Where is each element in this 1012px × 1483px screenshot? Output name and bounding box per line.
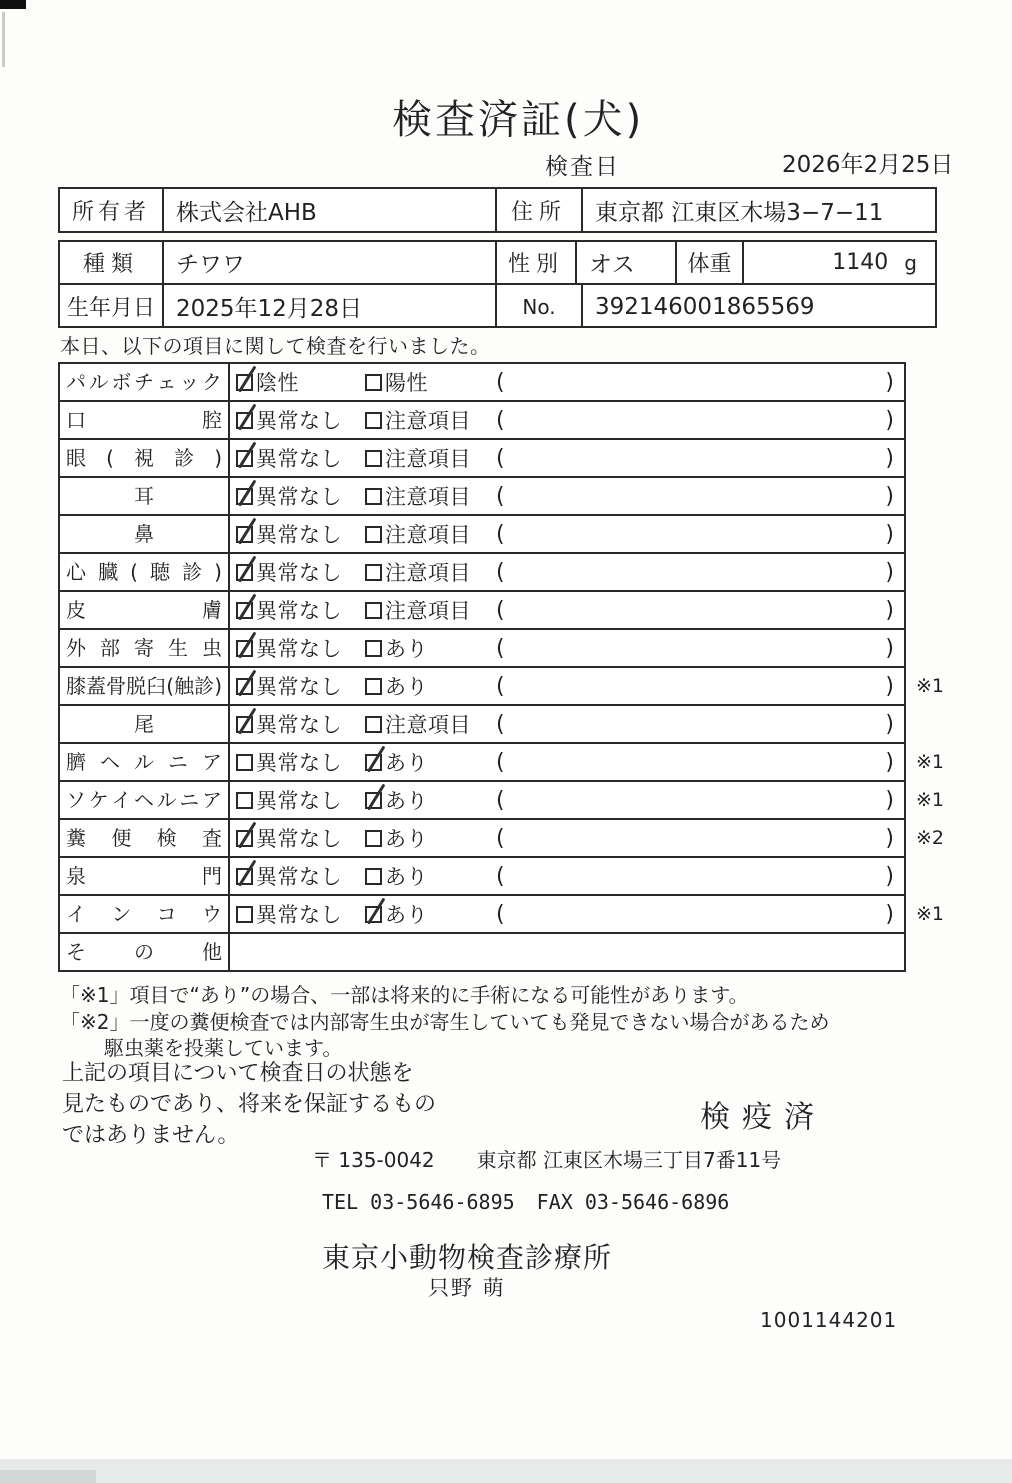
owner-value: 株式会社AHB: [164, 189, 497, 231]
row-note: ※1: [916, 675, 945, 697]
checkbox-present[interactable]: [365, 830, 382, 847]
checkbox-normal[interactable]: [236, 412, 253, 429]
checkbox-label: 異常なし: [256, 409, 342, 433]
checkbox-caution[interactable]: [365, 412, 382, 429]
row-label: 尾: [134, 712, 154, 736]
footnote-2: 「※2」一度の糞便検査では内部寄生虫が寄生していても発見できない場合があるため: [60, 1010, 830, 1034]
weight-label: 体重: [677, 242, 744, 283]
checkbox-label: 異常なし: [256, 599, 342, 623]
serial-number: 1001144201: [760, 1308, 898, 1332]
checkbox-normal[interactable]: [236, 906, 253, 923]
row-label: 泉 門: [66, 864, 222, 888]
clinic-phone-line: [322, 1190, 729, 1214]
checklist-table: [58, 362, 945, 972]
paren-open: (: [496, 711, 505, 737]
weight-unit: g: [904, 250, 917, 275]
row-note: ※1: [916, 789, 945, 811]
disclaimer-line: ではありません。: [62, 1123, 240, 1148]
checkbox-caution[interactable]: [365, 716, 382, 733]
checkbox-normal[interactable]: [236, 564, 253, 581]
checkbox-label: 陽性: [385, 371, 428, 395]
row-note: ※1: [916, 903, 945, 925]
sex-value: オス: [577, 242, 677, 283]
inspection-date-value: 2026年2月25日: [782, 152, 954, 178]
paren-open: (: [496, 901, 505, 927]
row-fecal-exam: [60, 820, 945, 858]
checkbox-label: あり: [385, 827, 428, 851]
checkbox-normal[interactable]: [236, 754, 253, 771]
checkbox-label: 異常なし: [256, 447, 342, 471]
paren-open: (: [496, 597, 505, 623]
breed-value: チワワ: [164, 242, 497, 283]
page-title: 検査済証(犬): [392, 97, 645, 143]
paren-open: (: [496, 749, 505, 775]
row-label: 臍 ヘ ル ニ ア: [66, 750, 222, 774]
checkbox-normal[interactable]: [236, 526, 253, 543]
checkbox-present[interactable]: [365, 754, 382, 771]
row-ectoparasite: [60, 630, 904, 668]
paren-open: (: [496, 673, 505, 699]
row-umbilical-hernia: [60, 744, 945, 782]
address-label: 住所: [497, 189, 583, 231]
row-cryptorchid: [60, 896, 945, 934]
paren-open: (: [496, 863, 505, 889]
row-label: イ ン コ ウ: [66, 902, 222, 926]
paren-open: (: [496, 825, 505, 851]
checkbox-caution[interactable]: [365, 602, 382, 619]
row-eye: [60, 440, 904, 478]
checkbox-label: 異常なし: [256, 751, 342, 775]
checkbox-label: あり: [385, 751, 428, 775]
footnote-2-cont: 駆虫薬を投薬しています。: [104, 1036, 343, 1060]
disclaimer-line: 上記の項目について検査日の状態を: [62, 1061, 414, 1086]
id-number-value: 392146001865569: [595, 293, 815, 320]
paren-open: (: [496, 635, 505, 661]
row-skin: [60, 592, 904, 630]
checkbox-label: あり: [385, 903, 428, 927]
row-note: ※2: [916, 827, 945, 849]
disclaimer: [62, 1058, 436, 1151]
owner-table: [58, 187, 937, 233]
checkbox-normal[interactable]: [236, 868, 253, 885]
scan-bottom-corner: [0, 1470, 96, 1483]
row-label: 心 臓 ( 聴 診 ): [66, 560, 222, 584]
checkbox-label: 異常なし: [256, 789, 342, 813]
checkbox-label: 異常なし: [256, 827, 342, 851]
checkbox-label: 異常なし: [256, 903, 342, 927]
clinic-address-line: [312, 1144, 781, 1173]
row-label: 口 腔: [66, 408, 222, 432]
paren-open: (: [496, 483, 505, 509]
row-parvo: [60, 364, 904, 402]
paren-close: ): [885, 521, 894, 547]
row-nose: [60, 516, 904, 554]
checkbox-label: 注意項目: [385, 561, 471, 585]
row-note: ※1: [916, 751, 945, 773]
clinic-fax: FAX 03-5646-6896: [536, 1190, 730, 1214]
id-number-label: No.: [497, 285, 583, 328]
row-label: 眼 ( 視 診 ): [66, 446, 222, 470]
paren-close: ): [885, 863, 894, 889]
paren-close: ): [885, 369, 894, 395]
paren-open: (: [496, 787, 505, 813]
checkbox-label: 異常なし: [256, 523, 342, 547]
sex-label: 性別: [497, 242, 577, 283]
checkbox-label: 異常なし: [256, 561, 342, 585]
paren-open: (: [496, 521, 505, 547]
checkbox-label: あり: [385, 675, 428, 699]
checkbox-present[interactable]: [365, 868, 382, 885]
checkbox-label: 注意項目: [385, 409, 471, 433]
paren-close: ): [885, 901, 894, 927]
checkbox-label: あり: [385, 789, 428, 813]
birthdate-value: 2025年12月28日: [164, 285, 497, 328]
footnote-1: 「※1」項目で“あり”の場合、一部は将来的に手術になる可能性があります。: [60, 983, 749, 1007]
paren-open: (: [496, 407, 505, 433]
weight-cell: [744, 242, 935, 283]
row-label: ソ ケ イ ヘ ル ニ ア: [66, 788, 222, 812]
address-value: 東京都 江東区木場3−7−11: [595, 199, 884, 226]
checkbox-present[interactable]: [365, 906, 382, 923]
checkbox-normal[interactable]: [236, 602, 253, 619]
paren-close: ): [885, 787, 894, 813]
row-label: 耳: [134, 484, 154, 508]
checkbox-caution[interactable]: [365, 488, 382, 505]
checkbox-label: 注意項目: [385, 485, 471, 509]
checkbox-label: 異常なし: [256, 713, 342, 737]
inspection-date-label: 検査日: [545, 154, 620, 180]
animal-info-table: [58, 240, 937, 328]
paren-open: (: [496, 559, 505, 585]
paren-open: (: [496, 369, 505, 395]
paren-close: ): [885, 635, 894, 661]
checkbox-present[interactable]: [365, 678, 382, 695]
paren-close: ): [885, 711, 894, 737]
disclaimer-line: 見たものであり、将来を保証するもの: [62, 1092, 437, 1117]
checkbox-normal[interactable]: [236, 830, 253, 847]
row-label: そ の 他: [66, 940, 222, 964]
checkbox-label: あり: [385, 637, 428, 661]
checkbox-positive[interactable]: [365, 374, 382, 391]
veterinarian-name: 只野 萌: [428, 1276, 506, 1300]
checkbox-label: 陰性: [256, 371, 299, 395]
row-label: パ ル ボ チ ェ ッ ク: [66, 370, 222, 394]
owner-label: 所有者: [60, 189, 164, 231]
checkbox-present[interactable]: [365, 640, 382, 657]
row-label: 鼻: [134, 522, 154, 546]
checkbox-caution[interactable]: [365, 450, 382, 467]
checkbox-caution[interactable]: [365, 564, 382, 581]
paren-close: ): [885, 597, 894, 623]
row-heart: [60, 554, 904, 592]
checkbox-caution[interactable]: [365, 526, 382, 543]
birthdate-label: 生年月日: [60, 285, 164, 328]
checkbox-label: 注意項目: [385, 713, 471, 737]
paren-close: ): [885, 559, 894, 585]
checkbox-present[interactable]: [365, 792, 382, 809]
checkbox-label: 異常なし: [256, 485, 342, 509]
checklist-intro: 本日、以下の項目に関して検査を行いました。: [60, 334, 491, 358]
quarantine-stamp: 検疫済: [700, 1100, 826, 1135]
row-patella: [60, 668, 945, 706]
row-inguinal-hernia: [60, 782, 945, 820]
row-fontanelle: [60, 858, 904, 896]
checkbox-normal[interactable]: [236, 488, 253, 505]
weight-value: 1140: [832, 250, 889, 275]
row-label: 糞 便 検 査: [66, 826, 222, 850]
breed-label: 種類: [60, 242, 164, 283]
paren-close: ): [885, 483, 894, 509]
paren-close: ): [885, 825, 894, 851]
checkbox-normal[interactable]: [236, 716, 253, 733]
checkbox-negative[interactable]: [236, 374, 253, 391]
row-tail: [60, 706, 904, 744]
row-ear: [60, 478, 904, 516]
clinic-name: 東京小動物検査診療所: [322, 1241, 613, 1274]
checkbox-label: 異常なし: [256, 675, 342, 699]
postal-code: 〒 135-0042: [312, 1148, 435, 1172]
checkbox-label: 異常なし: [256, 637, 342, 661]
checkbox-label: あり: [385, 865, 428, 889]
checkbox-label: 注意項目: [385, 447, 471, 471]
row-other: [60, 934, 904, 970]
checkbox-normal[interactable]: [236, 678, 253, 695]
paren-close: ): [885, 673, 894, 699]
row-label: 外 部 寄 生 虫: [66, 636, 222, 660]
clinic-tel: TEL 03-5646-6895: [322, 1190, 515, 1214]
paren-close: ): [885, 445, 894, 471]
row-label: 皮 膚: [66, 598, 222, 622]
paren-open: (: [496, 445, 505, 471]
row-label: 膝 蓋 骨 脱 臼 ( 触 診 ): [66, 674, 222, 698]
scan-bottom-edge: [0, 1459, 1012, 1483]
clinic-address: 東京都 江東区木場三丁目7番11号: [476, 1148, 782, 1172]
scan-edge-artifact: [2, 12, 5, 67]
checkbox-label: 注意項目: [385, 599, 471, 623]
checkbox-normal[interactable]: [236, 450, 253, 467]
paren-close: ): [885, 407, 894, 433]
checkbox-label: 異常なし: [256, 865, 342, 889]
paren-close: ): [885, 749, 894, 775]
scan-corner-artifact: [0, 0, 26, 9]
checkbox-normal[interactable]: [236, 640, 253, 657]
checkbox-label: 注意項目: [385, 523, 471, 547]
row-oral: [60, 402, 904, 440]
checkbox-normal[interactable]: [236, 792, 253, 809]
